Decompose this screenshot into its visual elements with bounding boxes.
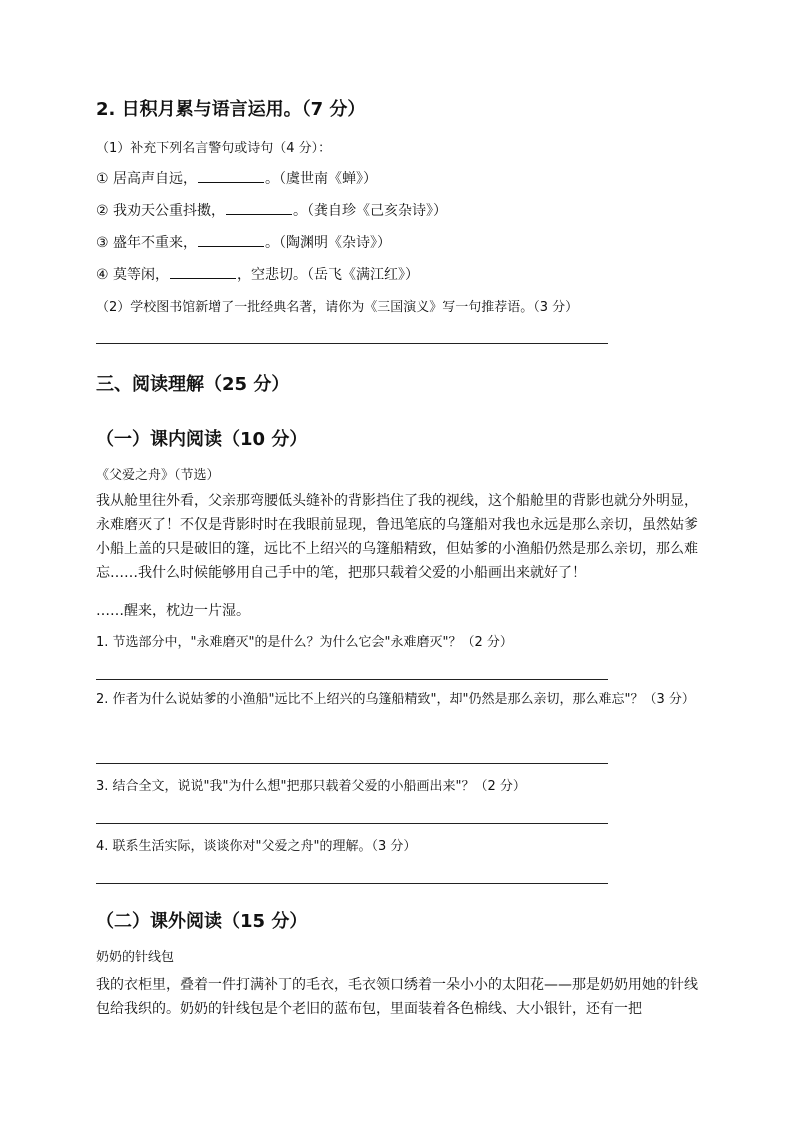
- answer-line[interactable]: [96, 343, 608, 344]
- part1-title: （一）课内阅读（10 分）: [96, 429, 308, 450]
- item-after: ，空悲切。（岳飞《满江红》）: [237, 267, 420, 283]
- blank-line[interactable]: [198, 171, 264, 183]
- part1-passage-end: ……醒来，枕边一片湿。: [96, 603, 250, 619]
- blank-line[interactable]: [170, 267, 236, 279]
- part2-source: 奶奶的针线包: [96, 950, 175, 965]
- question: 2. 作者为什么说姑爹的小渔船"远比不上绍兴的乌篷船精致"，却"仍然是那么亲切，那么难忘"？（3 分）: [96, 692, 695, 707]
- item-before: 居高声自远，: [113, 171, 198, 187]
- item-before: 莫等闲，: [113, 267, 170, 283]
- part1-passage: 我从舱里往外看，父亲那弯腰低头缝补的背影挡住了我的视线，这个船舱里的背影也就分外明显，永难磨灭了！不仅是背影时时在我眼前显现，鲁迅笔底的乌篷船对我也永远是那么亲切，虽然姑爹小船上盖的只是破旧的篷，远比不上绍兴的乌篷船精致，但姑爹的小渔船仍然是那么亲切，那么难忘……我什么时候能够用自己手中的笔，把那只载着父爱的小船画出来就好了！: [96, 493, 698, 581]
- part2-passage: 我的衣柜里，叠着一件打满补丁的毛衣，毛衣领口绣着一朵小小的太阳花——那是奶奶用她的针线包给我织的。奶奶的针线包是个老旧的蓝布包，里面装着各色棉线、大小银针，还有一把: [96, 977, 698, 1017]
- fill-item: [96, 232, 391, 252]
- blank-line[interactable]: [226, 203, 292, 215]
- part2-title: （二）课外阅读（15 分）: [96, 911, 308, 932]
- answer-line[interactable]: [96, 763, 608, 764]
- section2-title: 2. 日积月累与语言运用。（7 分）: [96, 99, 366, 120]
- item-marker: ①: [96, 171, 109, 187]
- item-before: 我劝天公重抖擞，: [113, 203, 226, 219]
- item-before: 盛年不重来，: [113, 235, 198, 251]
- blank-line[interactable]: [198, 235, 264, 247]
- answer-line[interactable]: [96, 679, 608, 680]
- q1-intro: （1）补充下列名言警句或诗句（4 分）：: [96, 141, 332, 156]
- item-marker: ③: [96, 235, 109, 251]
- item-marker: ②: [96, 203, 109, 219]
- question: 1. 节选部分中，"永难磨灭"的是什么？为什么它会"永难磨灭"？（2 分）: [96, 635, 513, 650]
- part1-source: 《父爱之舟》（节选）: [96, 468, 220, 483]
- section3-title: 三、阅读理解（25 分）: [96, 374, 290, 395]
- question: 3. 结合全文，说说"我"为什么想"把那只载着父爱的小船画出来"？（2 分）: [96, 779, 526, 794]
- item-after: 。（虞世南《蝉》）: [265, 171, 378, 187]
- item-after: 。（陶渊明《杂诗》）: [265, 235, 392, 251]
- fill-item: [96, 200, 447, 220]
- item-marker: ④: [96, 267, 109, 283]
- fill-item: [96, 264, 419, 284]
- answer-line[interactable]: [96, 883, 608, 884]
- item-after: 。（龚自珍《己亥杂诗》）: [293, 203, 448, 219]
- fill-item: [96, 168, 377, 188]
- q2-prompt: （2）学校图书馆新增了一批经典名著，请你为《三国演义》写一句推荐语。（3 分）: [96, 300, 579, 315]
- question: 4. 联系生活实际，谈谈你对"父爱之舟"的理解。（3 分）: [96, 839, 417, 854]
- answer-line[interactable]: [96, 823, 608, 824]
